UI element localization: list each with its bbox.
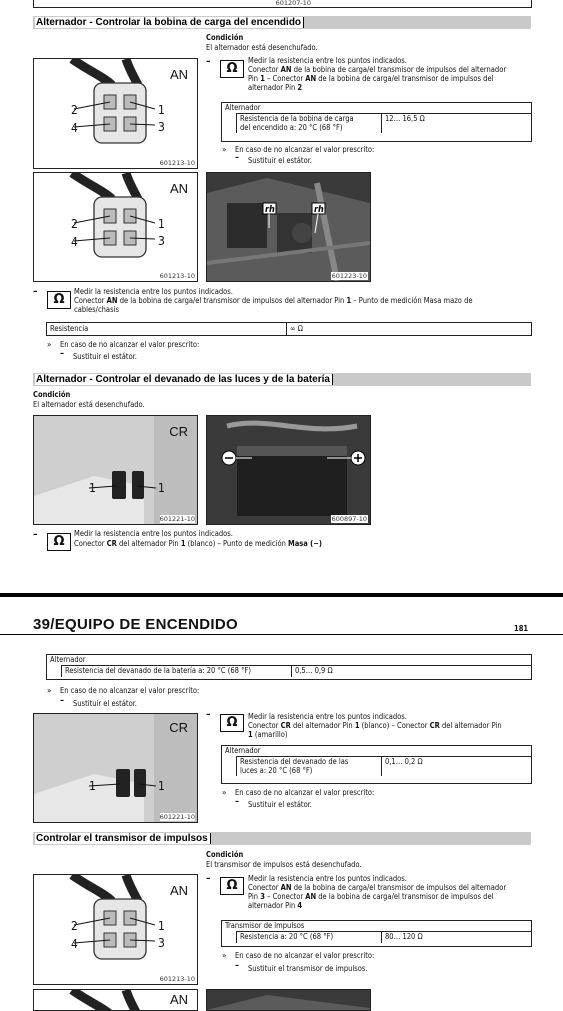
connector-label: AN bbox=[169, 992, 188, 1007]
section-header bbox=[33, 373, 531, 386]
connector-label: CR bbox=[169, 720, 188, 735]
pin-label: 1 bbox=[158, 103, 165, 117]
table-row bbox=[236, 931, 531, 943]
action-text: Sustituir el estátor. bbox=[248, 800, 312, 809]
condition-text: El alternador está desenchufado. bbox=[33, 400, 145, 409]
battery-photo bbox=[206, 415, 371, 525]
step-text: Conector AN de la bobina de carga/el transmisor de impulsos del alternador bbox=[248, 65, 507, 74]
ohmmeter-icon: Ω bbox=[220, 714, 244, 732]
connector-figure-an bbox=[33, 989, 198, 1011]
table-header: Alternador bbox=[225, 746, 261, 755]
chevron-bullet: » bbox=[222, 788, 227, 797]
step-text: Medir la resistencia entre los puntos indicados. bbox=[248, 712, 407, 721]
action-dash: – bbox=[60, 696, 65, 706]
pin-label: 3 bbox=[158, 234, 165, 248]
step-text: Conector CR del alternador Pin 1 (blanco) – Conector CR del alternador Pin bbox=[248, 721, 502, 730]
spec-table bbox=[221, 102, 532, 142]
step-dash: – bbox=[33, 286, 38, 297]
step-dash: – bbox=[206, 709, 211, 720]
table-cell-value: ∞ Ω bbox=[290, 324, 303, 333]
step-dash: – bbox=[206, 873, 211, 884]
section-title: Alternador - Controlar el devanado de las luces y de la batería bbox=[35, 374, 333, 385]
pin-label: 1 bbox=[89, 481, 96, 495]
connector-label: CR bbox=[169, 424, 188, 439]
note-text: En caso de no alcanzar el valor prescrito: bbox=[235, 951, 375, 960]
ohmmeter-icon: Ω bbox=[47, 291, 71, 309]
table-header: Transmisor de impulsos bbox=[225, 921, 305, 930]
connector-label: AN bbox=[169, 67, 188, 82]
action-dash: – bbox=[235, 961, 240, 971]
step-text: 1 (amarillo) bbox=[248, 730, 288, 739]
figure-id: 601213-10 bbox=[159, 159, 195, 167]
table-cell-value: 12… 16,5 Ω bbox=[385, 114, 425, 123]
action-dash: – bbox=[235, 153, 240, 163]
condition-heading: Condición bbox=[206, 850, 244, 859]
page-number: 181 bbox=[514, 624, 529, 633]
ohmmeter-icon: Ω bbox=[220, 877, 244, 895]
step-text: Medir la resistencia entre los puntos indicados. bbox=[248, 56, 407, 65]
connector-figure-an bbox=[33, 874, 198, 985]
pin-label: 4 bbox=[71, 121, 78, 135]
table-cell-label: Resistencia de la bobina de carga del encendido a: 20 °C (68 °F) bbox=[237, 114, 382, 133]
table-row bbox=[236, 756, 531, 776]
note-text: En caso de no alcanzar el valor prescrito: bbox=[60, 686, 200, 695]
chevron-bullet: » bbox=[222, 951, 227, 960]
step-text: alternador Pin 2 bbox=[248, 83, 303, 92]
section-title: Controlar el transmisor de impulsos bbox=[35, 833, 211, 844]
section-header bbox=[33, 832, 531, 845]
step-text: Conector CR del alternador Pin 1 (blanco) – Punto de medición Masa (−) bbox=[74, 539, 323, 548]
pin-label: 3 bbox=[158, 936, 165, 950]
action-text: Sustituir el transmisor de impulsos. bbox=[248, 964, 368, 973]
ohmmeter-icon: Ω bbox=[220, 60, 244, 78]
table-cell-label: Resistencia del devanado de la batería a: 20 °C (68 °F) bbox=[62, 666, 292, 677]
action-text: Sustituir el estátor. bbox=[73, 352, 137, 361]
connector-label: AN bbox=[169, 883, 188, 898]
note-text: En caso de no alcanzar el valor prescrito: bbox=[60, 340, 200, 349]
figure-id: 601207-10 bbox=[275, 0, 311, 7]
pin-label: 4 bbox=[71, 937, 78, 951]
engine-photo bbox=[206, 172, 371, 282]
condition-heading: Condición bbox=[206, 33, 244, 42]
table-cell-value: 80… 120 Ω bbox=[385, 932, 423, 941]
chevron-bullet: » bbox=[47, 686, 52, 695]
pin-label: 1 bbox=[158, 481, 165, 495]
page-separator bbox=[0, 593, 563, 597]
table-cell-label: Resistencia a: 20 °C (68 °F) bbox=[237, 932, 382, 943]
figure-id: 601221-10 bbox=[159, 515, 195, 523]
spec-table bbox=[46, 322, 532, 336]
pin-label: 3 bbox=[158, 120, 165, 134]
pin-label: 2 bbox=[71, 217, 78, 231]
table-header: Alternador bbox=[225, 103, 261, 112]
photo-drawing bbox=[207, 990, 370, 1010]
table-row bbox=[236, 113, 531, 133]
figure-id: 600897-10 bbox=[331, 515, 367, 523]
engine-photo bbox=[206, 989, 371, 1011]
pin-label: 1 bbox=[158, 217, 165, 231]
spec-table bbox=[46, 654, 532, 680]
pin-label: 4 bbox=[71, 235, 78, 249]
condition-text: El alternador está desenchufado. bbox=[206, 43, 318, 52]
step-text: alternador Pin 4 bbox=[248, 901, 303, 910]
action-dash: – bbox=[235, 797, 240, 807]
figure-id: 601223-10 bbox=[331, 272, 367, 280]
action-dash: – bbox=[60, 349, 65, 359]
step-text: Medir la resistencia entre los puntos indicados. bbox=[74, 287, 233, 296]
step-text: Medir la resistencia entre los puntos indicados. bbox=[248, 874, 407, 883]
header-rule bbox=[0, 634, 563, 635]
connector-label: AN bbox=[169, 181, 188, 196]
pin-label: 1 bbox=[158, 919, 165, 933]
connector-figure-cr bbox=[33, 415, 198, 525]
table-cell-label: Resistencia del devanado de las luces a: 20 °C (68 °F) bbox=[237, 757, 382, 776]
table-row bbox=[61, 665, 531, 677]
connector-figure-cr bbox=[33, 713, 198, 823]
pin-label: 1 bbox=[158, 779, 165, 793]
step-dash: – bbox=[33, 529, 38, 540]
photo-drawing bbox=[207, 416, 370, 524]
section-header bbox=[33, 16, 531, 29]
svg-text:rh: rh bbox=[265, 205, 275, 215]
step-text: Conector AN de la bobina de carga/el transmisor de impulsos del alternador bbox=[248, 883, 507, 892]
note-text: En caso de no alcanzar el valor prescrito: bbox=[235, 145, 375, 154]
pin-label: 1 bbox=[89, 779, 96, 793]
ohmmeter-icon: Ω bbox=[47, 533, 71, 551]
svg-text:rh: rh bbox=[314, 205, 324, 215]
spec-table bbox=[221, 745, 532, 784]
action-text: Sustituir el estátor. bbox=[73, 699, 137, 708]
condition-heading: Condición bbox=[33, 390, 71, 399]
figure-top-remnant bbox=[33, 0, 532, 8]
table-cell-value: 0,5… 0,9 Ω bbox=[295, 666, 333, 675]
table-cell-label: Resistencia bbox=[47, 323, 287, 335]
step-text: Pin 1 – Conector AN de la bobina de carga/el transmisor de impulsos del bbox=[248, 74, 494, 83]
figure-id: 601221-10 bbox=[159, 813, 195, 821]
action-text: Sustituir el estátor. bbox=[248, 156, 312, 165]
step-dash: – bbox=[206, 56, 211, 67]
step-text: cables/chasis bbox=[74, 305, 119, 314]
note-text: En caso de no alcanzar el valor prescrito: bbox=[235, 788, 375, 797]
photo-drawing bbox=[207, 173, 370, 281]
pin-label: 2 bbox=[71, 919, 78, 933]
chevron-bullet: » bbox=[47, 340, 52, 349]
figure-id: 601213-10 bbox=[159, 272, 195, 280]
figure-id: 601213-10 bbox=[159, 975, 195, 983]
connector-figure-an bbox=[33, 58, 198, 169]
spec-table bbox=[221, 920, 532, 947]
connector-figure-an bbox=[33, 172, 198, 282]
step-text: Medir la resistencia entre los puntos indicados. bbox=[74, 529, 233, 538]
pin-label: 2 bbox=[71, 103, 78, 117]
condition-text: El transmisor de impulsos está desenchufado. bbox=[206, 860, 362, 869]
chevron-bullet: » bbox=[222, 145, 227, 154]
section-title: Alternador - Controlar la bobina de carga del encendido bbox=[35, 17, 304, 28]
table-cell-value: 0,1… 0,2 Ω bbox=[385, 757, 423, 766]
step-text: Pin 3 – Conector AN de la bobina de carga/el transmisor de impulsos del bbox=[248, 892, 494, 901]
table-header: Alternador bbox=[50, 655, 86, 664]
step-text: Conector AN de la bobina de carga/el transmisor de impulsos del alternador Pin 1 – Punto de medición Masa mazo de bbox=[74, 296, 473, 305]
chapter-title: 39/EQUIPO DE ENCENDIDO bbox=[33, 616, 238, 633]
